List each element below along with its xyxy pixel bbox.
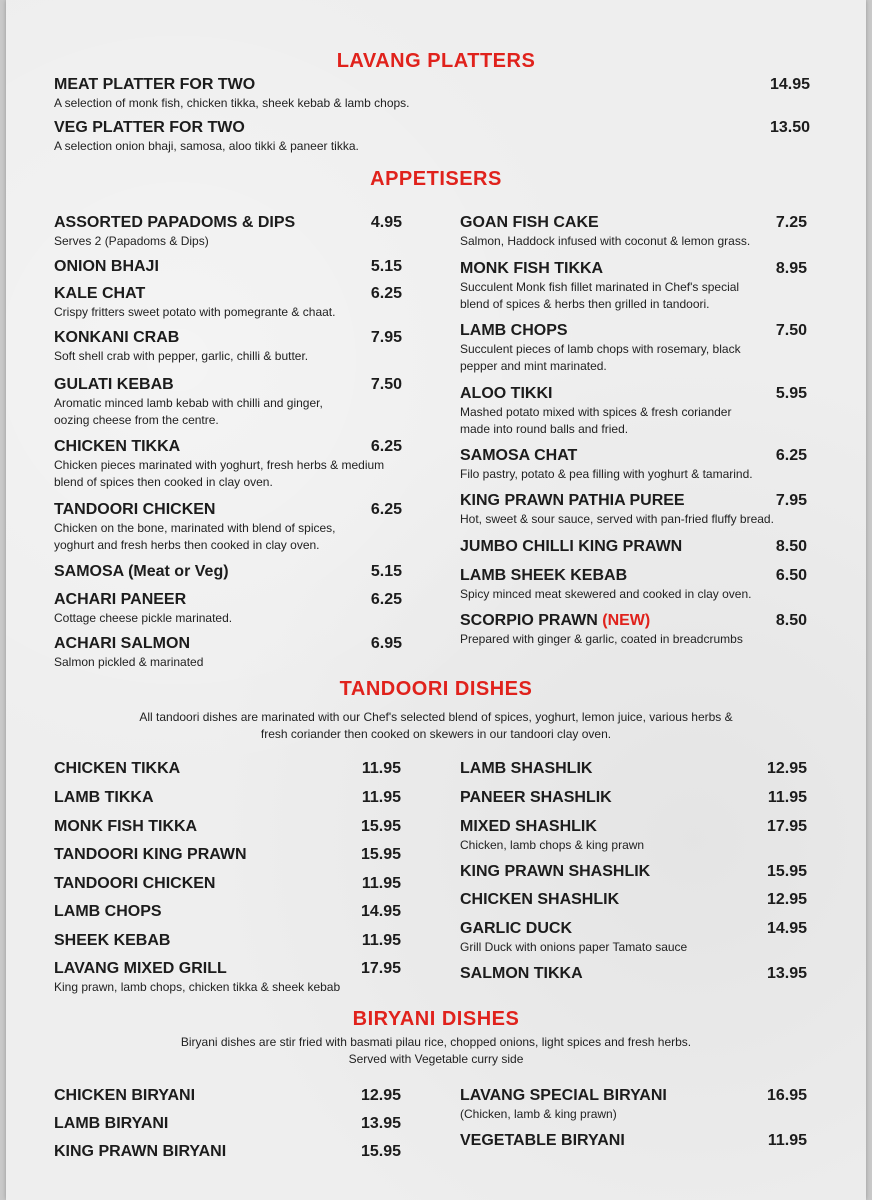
menu-item xyxy=(54,76,734,112)
item-name: SAMOSA (Meat or Veg) xyxy=(54,563,229,580)
item-price: 11.95 xyxy=(361,932,401,949)
section-title-platters: LAVANG PLATTERS xyxy=(336,50,536,72)
item-name: JUMBO CHILLI KING PRAWN xyxy=(460,538,683,555)
item-price: 15.95 xyxy=(766,863,807,880)
item-name: PANEER SHASHLIK xyxy=(460,789,612,806)
menu-item xyxy=(460,385,750,438)
item-name-text: SCORPIO PRAWN xyxy=(460,612,598,629)
item-price: 6.25 xyxy=(370,591,402,608)
item-description: Mashed potato mixed with spices & fresh coriander made into round balls and fried. xyxy=(460,405,732,436)
item-description: Prepared with ginger & garlic, coated in breadcrumbs xyxy=(460,632,743,646)
item-price: 13.95 xyxy=(360,1115,401,1132)
item-name: LAVANG MIXED GRILL xyxy=(54,960,227,977)
item-description: Salmon, Haddock infused with coconut & lemon grass. xyxy=(460,234,751,248)
item-name: SAMOSA CHAT xyxy=(460,447,578,464)
menu-item xyxy=(54,501,354,554)
item-name: ASSORTED PAPADOMS & DIPS xyxy=(54,214,296,231)
item-description: Soft shell crab with pepper, garlic, chilli & butter. xyxy=(54,349,309,363)
section-title-tandoori: TANDOORI DISHES xyxy=(339,678,533,700)
item-price: 17.95 xyxy=(360,960,401,977)
item-name: VEG PLATTER FOR TWO xyxy=(54,119,245,136)
item-price: 13.95 xyxy=(766,965,807,982)
item-price: 6.50 xyxy=(775,567,807,584)
item-price: 6.25 xyxy=(775,447,807,464)
item-name: TANDOORI KING PRAWN xyxy=(54,846,247,863)
item-description: A selection of monk fish, chicken tikka, sheek kebab & lamb chops. xyxy=(54,96,410,110)
menu-item xyxy=(54,760,180,778)
item-price: 12.95 xyxy=(766,891,807,908)
menu-item xyxy=(460,538,780,556)
item-price: 5.15 xyxy=(370,563,402,580)
item-price: 17.95 xyxy=(766,818,807,835)
item-name: GULATI KEBAB xyxy=(54,376,174,393)
item-description: Spicy minced meat skewered and cooked in clay oven. xyxy=(460,587,752,601)
menu-item xyxy=(460,447,780,483)
menu-item xyxy=(460,760,592,778)
item-name: KONKANI CRAB xyxy=(54,329,180,346)
item-name: CHICKEN TIKKA xyxy=(54,438,181,455)
item-name: ALOO TIKKI xyxy=(460,385,553,402)
item-name: GOAN FISH CAKE xyxy=(460,214,599,231)
item-description: King prawn, lamb chops, chicken tikka & sheek kebab xyxy=(54,980,341,994)
item-description: Succulent pieces of lamb chops with rosemary, black pepper and mint marinated. xyxy=(460,342,741,373)
item-description: Grill Duck with onions paper Tamato sauce xyxy=(460,940,688,954)
item-name: ONION BHAJI xyxy=(54,258,159,275)
menu-item xyxy=(54,960,374,996)
menu-item xyxy=(54,376,344,429)
item-price: 15.95 xyxy=(360,846,401,863)
item-price: 11.95 xyxy=(361,760,401,777)
item-description: Hot, sweet & sour sauce, served with pan-fried fluffy bread. xyxy=(460,512,774,526)
menu-item xyxy=(460,863,650,881)
item-name: MONK FISH TIKKA xyxy=(54,818,198,835)
item-price: 5.15 xyxy=(370,258,402,275)
item-name: LAMB BIRYANI xyxy=(54,1115,169,1132)
item-name: LAMB CHOPS xyxy=(54,903,162,920)
item-price: 14.95 xyxy=(766,920,807,937)
item-price: 7.95 xyxy=(775,492,807,509)
item-name xyxy=(460,612,780,630)
item-description: Crispy fritters sweet potato with pomegrante & chaat. xyxy=(54,305,336,319)
item-price: 7.95 xyxy=(370,329,402,346)
item-description: Salmon pickled & marinated xyxy=(54,655,204,669)
item-name: KALE CHAT xyxy=(54,285,146,302)
item-name: LAMB SHEEK KEBAB xyxy=(460,567,628,584)
item-price: 7.25 xyxy=(775,214,807,231)
item-price: 4.95 xyxy=(370,214,402,231)
item-name: TANDOORI CHICKEN xyxy=(54,875,216,892)
menu-item xyxy=(460,260,760,313)
item-name: CHICKEN TIKKA xyxy=(54,760,181,777)
menu-item xyxy=(460,612,780,648)
item-name: MIXED SHASHLIK xyxy=(460,818,597,835)
item-price: 12.95 xyxy=(360,1087,401,1104)
item-price: 7.50 xyxy=(775,322,807,339)
menu-item xyxy=(54,875,215,893)
item-price: 14.95 xyxy=(769,76,810,93)
item-description: Chicken on the bone, marinated with blend of spices, yoghurt and fresh herbs then cooked in clay oven. xyxy=(54,521,336,552)
item-name: LAMB SHASHLIK xyxy=(460,760,593,777)
menu-item xyxy=(460,965,583,983)
item-name: SALMON TIKKA xyxy=(460,965,583,982)
item-price: 8.95 xyxy=(775,260,807,277)
item-name: SHEEK KEBAB xyxy=(54,932,171,949)
item-name: CHICKEN SHASHLIK xyxy=(460,891,620,908)
menu-item xyxy=(54,119,734,155)
menu-item xyxy=(54,1087,195,1105)
item-price: 6.25 xyxy=(370,438,402,455)
item-name: LAMB CHOPS xyxy=(460,322,568,339)
item-description: Chicken pieces marinated with yoghurt, fresh herbs & medium blend of spices then cooked in clay oven. xyxy=(54,458,385,489)
item-description: Serves 2 (Papadoms & Dips) xyxy=(54,234,209,248)
item-name: LAVANG SPECIAL BIRYANI xyxy=(460,1087,667,1104)
item-price: 14.95 xyxy=(360,903,401,920)
item-description: Aromatic minced lamb kebab with chilli and ginger, oozing cheese from the centre. xyxy=(54,396,323,427)
new-badge: (NEW) xyxy=(602,612,651,629)
item-name: CHICKEN BIRYANI xyxy=(54,1087,196,1104)
section-note: Biryani dishes are stir fried with basmati pilau rice, chopped onions, light spices and fresh herbs. xyxy=(180,1035,692,1049)
item-name: GARLIC DUCK xyxy=(460,920,572,937)
menu-item xyxy=(54,932,170,950)
menu-item xyxy=(54,1115,168,1133)
menu-item xyxy=(460,818,740,854)
menu-item xyxy=(460,322,760,375)
item-price: 11.95 xyxy=(361,875,401,892)
item-name: MEAT PLATTER FOR TWO xyxy=(54,76,256,93)
menu-item xyxy=(460,1087,740,1123)
item-description: Cottage cheese pickle marinated. xyxy=(54,611,233,625)
item-price: 15.95 xyxy=(360,818,401,835)
menu-item xyxy=(54,1143,226,1161)
item-description: A selection onion bhaji, samosa, aloo tikki & paneer tikka. xyxy=(54,139,359,153)
item-price: 6.25 xyxy=(370,501,402,518)
menu-item xyxy=(54,846,247,864)
menu-item xyxy=(460,789,612,807)
item-name: TANDOORI CHICKEN xyxy=(54,501,216,518)
item-price: 8.50 xyxy=(775,612,807,629)
menu-item xyxy=(460,1132,625,1150)
menu-item xyxy=(460,891,619,909)
item-price: 11.95 xyxy=(767,789,807,806)
item-name: KING PRAWN SHASHLIK xyxy=(460,863,651,880)
item-description: Filo pastry, potato & pea filling with yoghurt & tamarind. xyxy=(460,467,753,481)
item-name: ACHARI PANEER xyxy=(54,591,187,608)
section-title-appetisers: APPETISERS xyxy=(370,168,502,190)
section-note: fresh coriander then cooked on skewers in our tandoori clay oven. xyxy=(260,727,612,741)
item-name: MONK FISH TIKKA xyxy=(460,260,604,277)
item-description: Chicken, lamb chops & king prawn xyxy=(460,838,645,852)
menu-item xyxy=(54,903,162,921)
item-name: VEGETABLE BIRYANI xyxy=(460,1132,625,1149)
item-price: 7.50 xyxy=(370,376,402,393)
item-name: ACHARI SALMON xyxy=(54,635,190,652)
item-price: 16.95 xyxy=(766,1087,807,1104)
item-price: 5.95 xyxy=(775,385,807,402)
item-price: 11.95 xyxy=(361,789,401,806)
menu-item xyxy=(460,920,740,956)
section-note: All tandoori dishes are marinated with our Chef's selected blend of spices, yoghurt, lemon juice, various herbs & xyxy=(139,710,733,724)
section-note: Served with Vegetable curry side xyxy=(348,1052,524,1066)
item-price: 15.95 xyxy=(360,1143,401,1160)
menu-item xyxy=(54,789,154,807)
section-title-biryani: BIRYANI DISHES xyxy=(352,1008,520,1030)
item-name: KING PRAWN PATHIA PUREE xyxy=(460,492,685,509)
menu-item xyxy=(54,818,197,836)
item-price: 6.95 xyxy=(370,635,402,652)
item-description: (Chicken, lamb & king prawn) xyxy=(460,1107,617,1121)
item-price: 13.50 xyxy=(769,119,810,136)
item-price: 12.95 xyxy=(766,760,807,777)
menu-item xyxy=(460,214,790,250)
menu-item xyxy=(460,567,780,603)
item-description: Succulent Monk fish fillet marinated in Chef's special blend of spices & herbs then grilled in tandoori. xyxy=(460,280,740,311)
item-name: LAMB TIKKA xyxy=(54,789,154,806)
item-name: KING PRAWN BIRYANI xyxy=(54,1143,227,1160)
item-price: 6.25 xyxy=(370,285,402,302)
item-price: 11.95 xyxy=(767,1132,807,1149)
item-price: 8.50 xyxy=(775,538,807,555)
